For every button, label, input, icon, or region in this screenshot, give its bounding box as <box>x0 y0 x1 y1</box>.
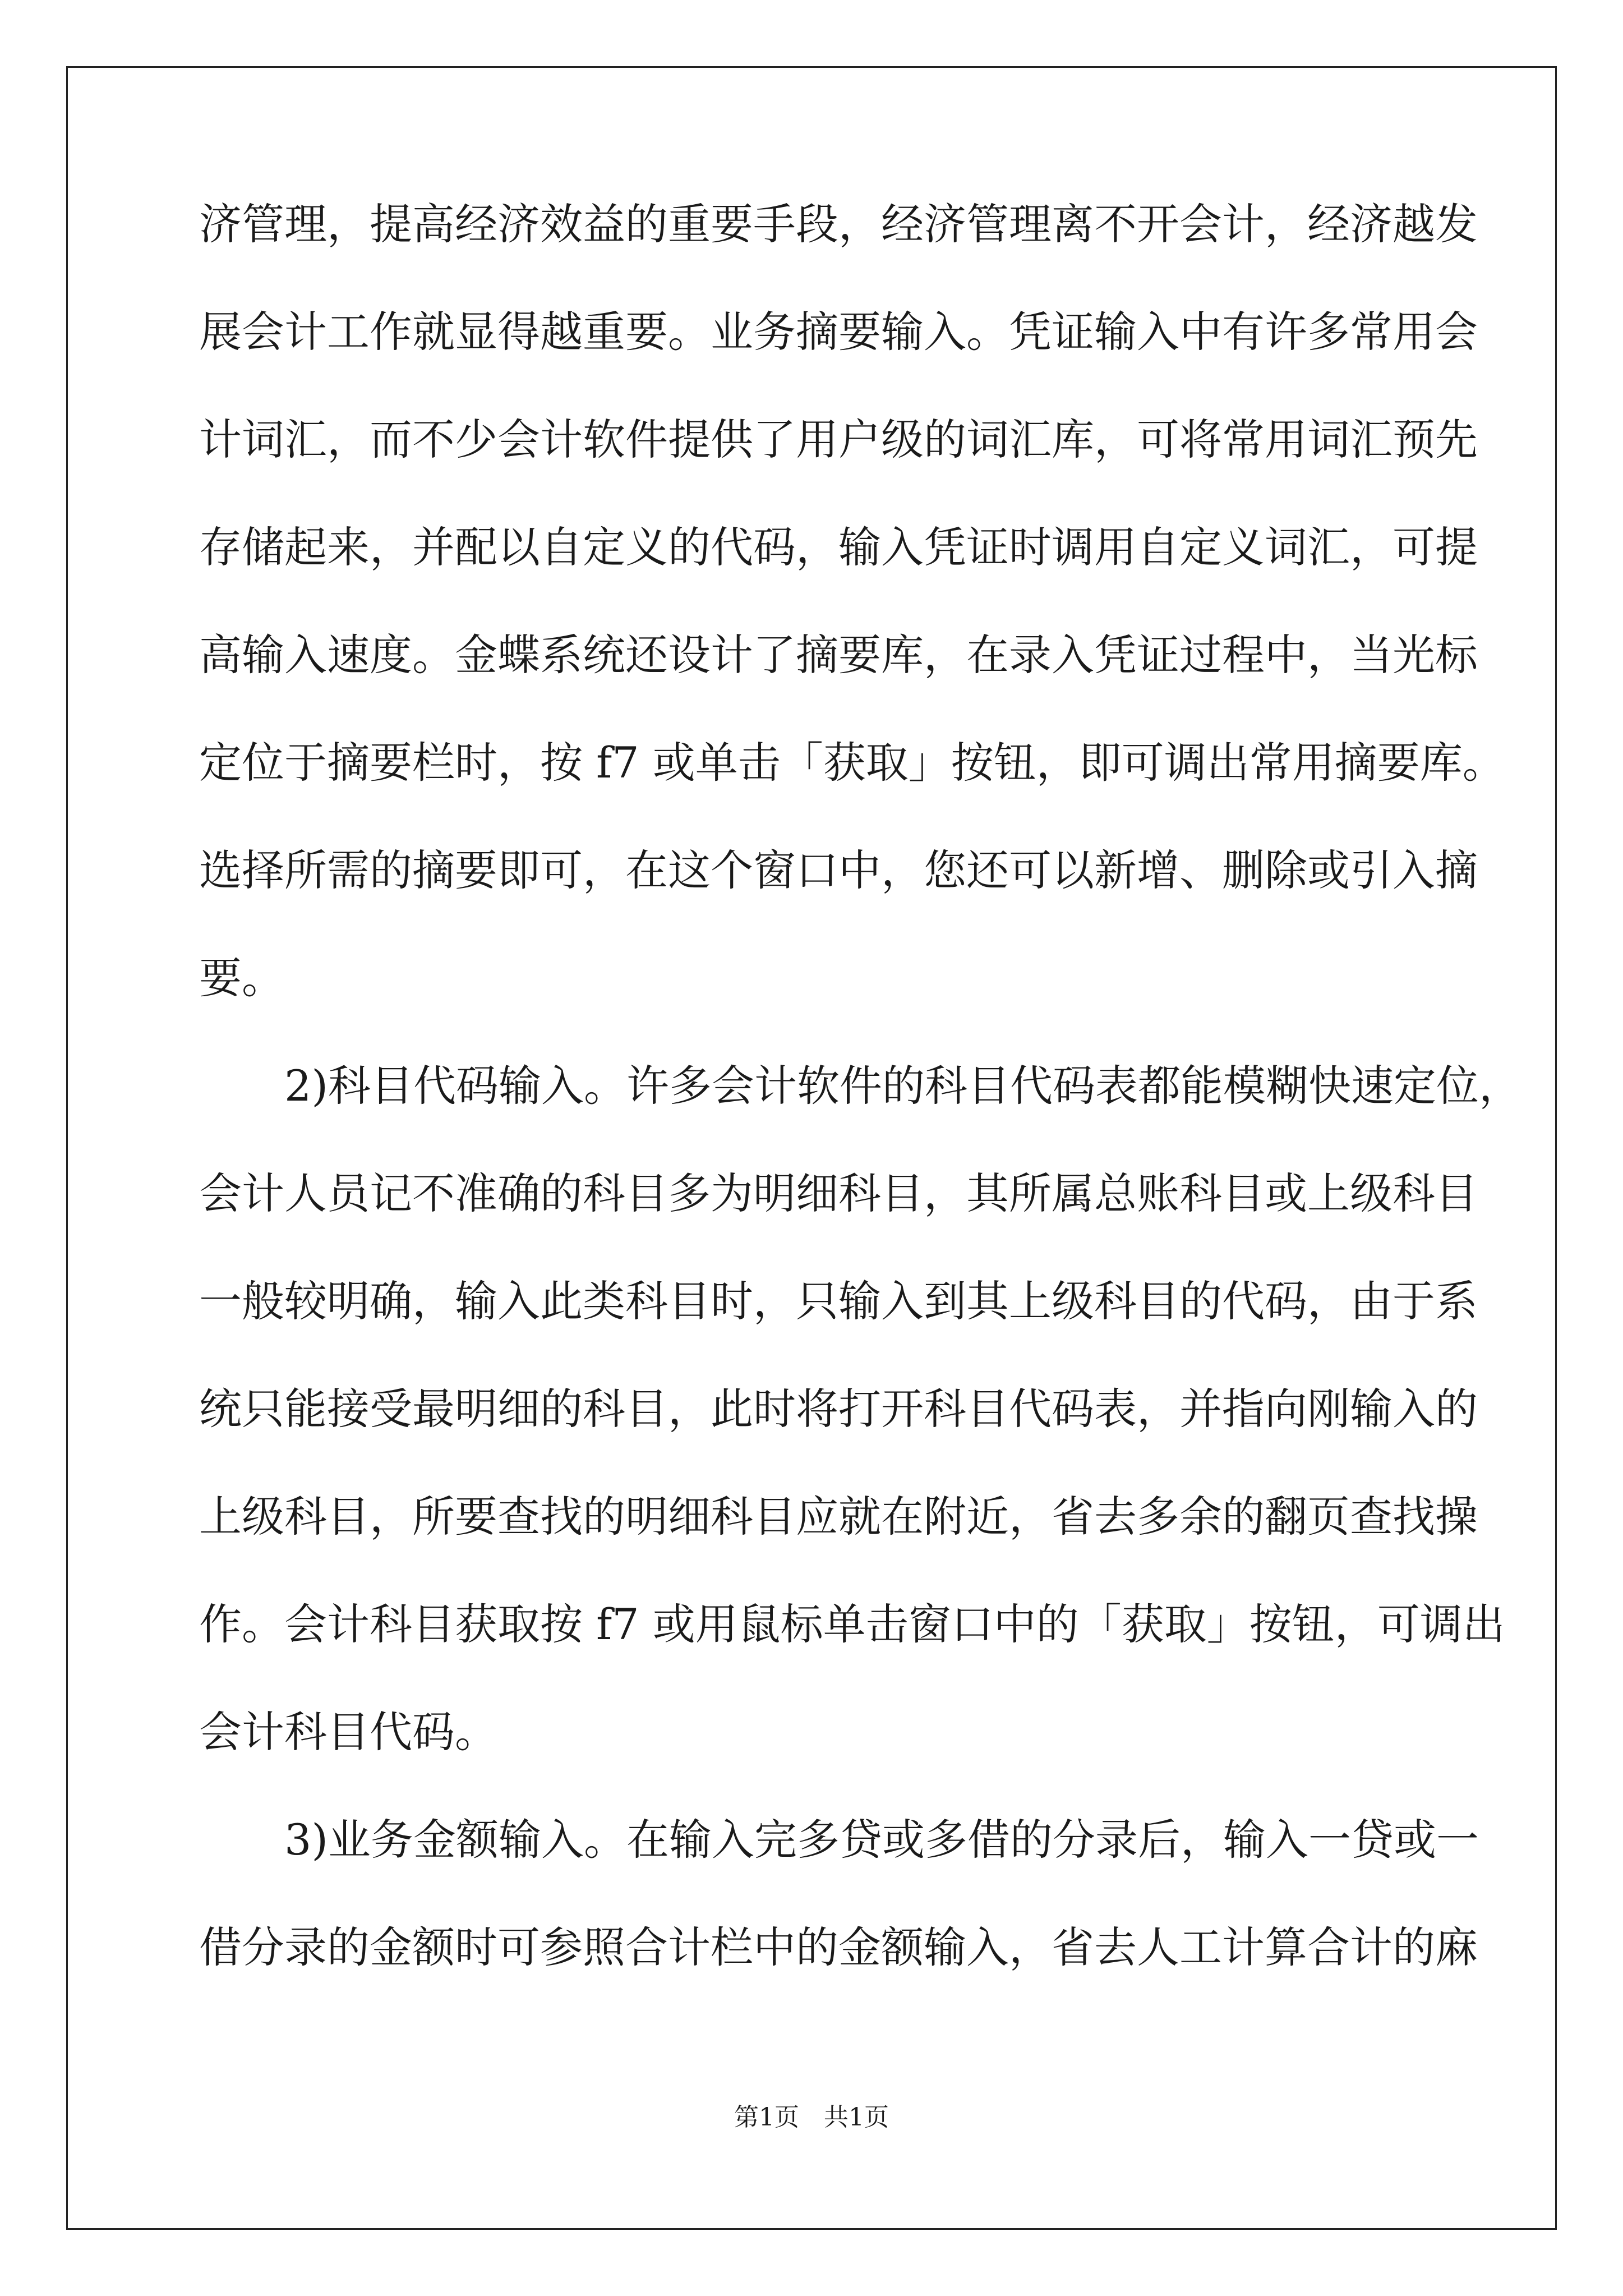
text-line: 作。会计科目获取按 f7 或用鼠标单击窗口中的「获取」按钮，可调出 <box>199 1599 1505 1649</box>
page-footer: 第1页 共1页 <box>734 2103 889 2132</box>
text-line: 会计人员记不准确的科目多为明细科目，其所属总账科目或上级科目 <box>199 1168 1478 1218</box>
text-line: 存储起来，并配以自定义的代码，输入凭证时调用自定义词汇，可提 <box>199 522 1478 572</box>
text-line: 定位于摘要栏时，按 f7 或单击「获取」按钮，即可调出常用摘要库。 <box>199 738 1505 788</box>
text-line: 选择所需的摘要即可，在这个窗口中，您还可以新增、删除或引入摘 <box>199 845 1478 895</box>
text-line: 2)科目代码输入。许多会计软件的科目代码表都能模糊快速定位， <box>199 1061 1522 1111</box>
text-line: 上级科目，所要查找的明细科目应就在附近，省去多余的翻页查找操 <box>199 1492 1478 1542</box>
text-line: 借分录的金额时可参照合计栏中的金额输入，省去人工计算合计的麻 <box>199 1922 1478 1972</box>
text-line: 济管理，提高经济效益的重要手段，经济管理离不开会计，经济越发 <box>199 199 1478 249</box>
text-line: 会计科目代码。 <box>199 1707 497 1757</box>
text-line: 展会计工作就显得越重要。业务摘要输入。凭证输入中有许多常用会 <box>199 307 1478 357</box>
text-line: 3)业务金额输入。在输入完多贷或多借的分录后，输入一贷或一 <box>199 1815 1479 1865</box>
text-line: 要。 <box>199 953 284 1003</box>
text-line: 计词汇，而不少会计软件提供了用户级的词汇库，可将常用词汇预先 <box>199 415 1478 464</box>
text-line: 高输入速度。金蝶系统还设计了摘要库，在录入凭证过程中，当光标 <box>199 630 1478 680</box>
text-line: 统只能接受最明细的科目，此时将打开科目代码表，并指向刚输入的 <box>199 1384 1478 1434</box>
text-line: 一般较明确，输入此类科目时，只输入到其上级科目的代码，由于系 <box>199 1276 1478 1326</box>
document-body <box>199 199 1522 2033</box>
